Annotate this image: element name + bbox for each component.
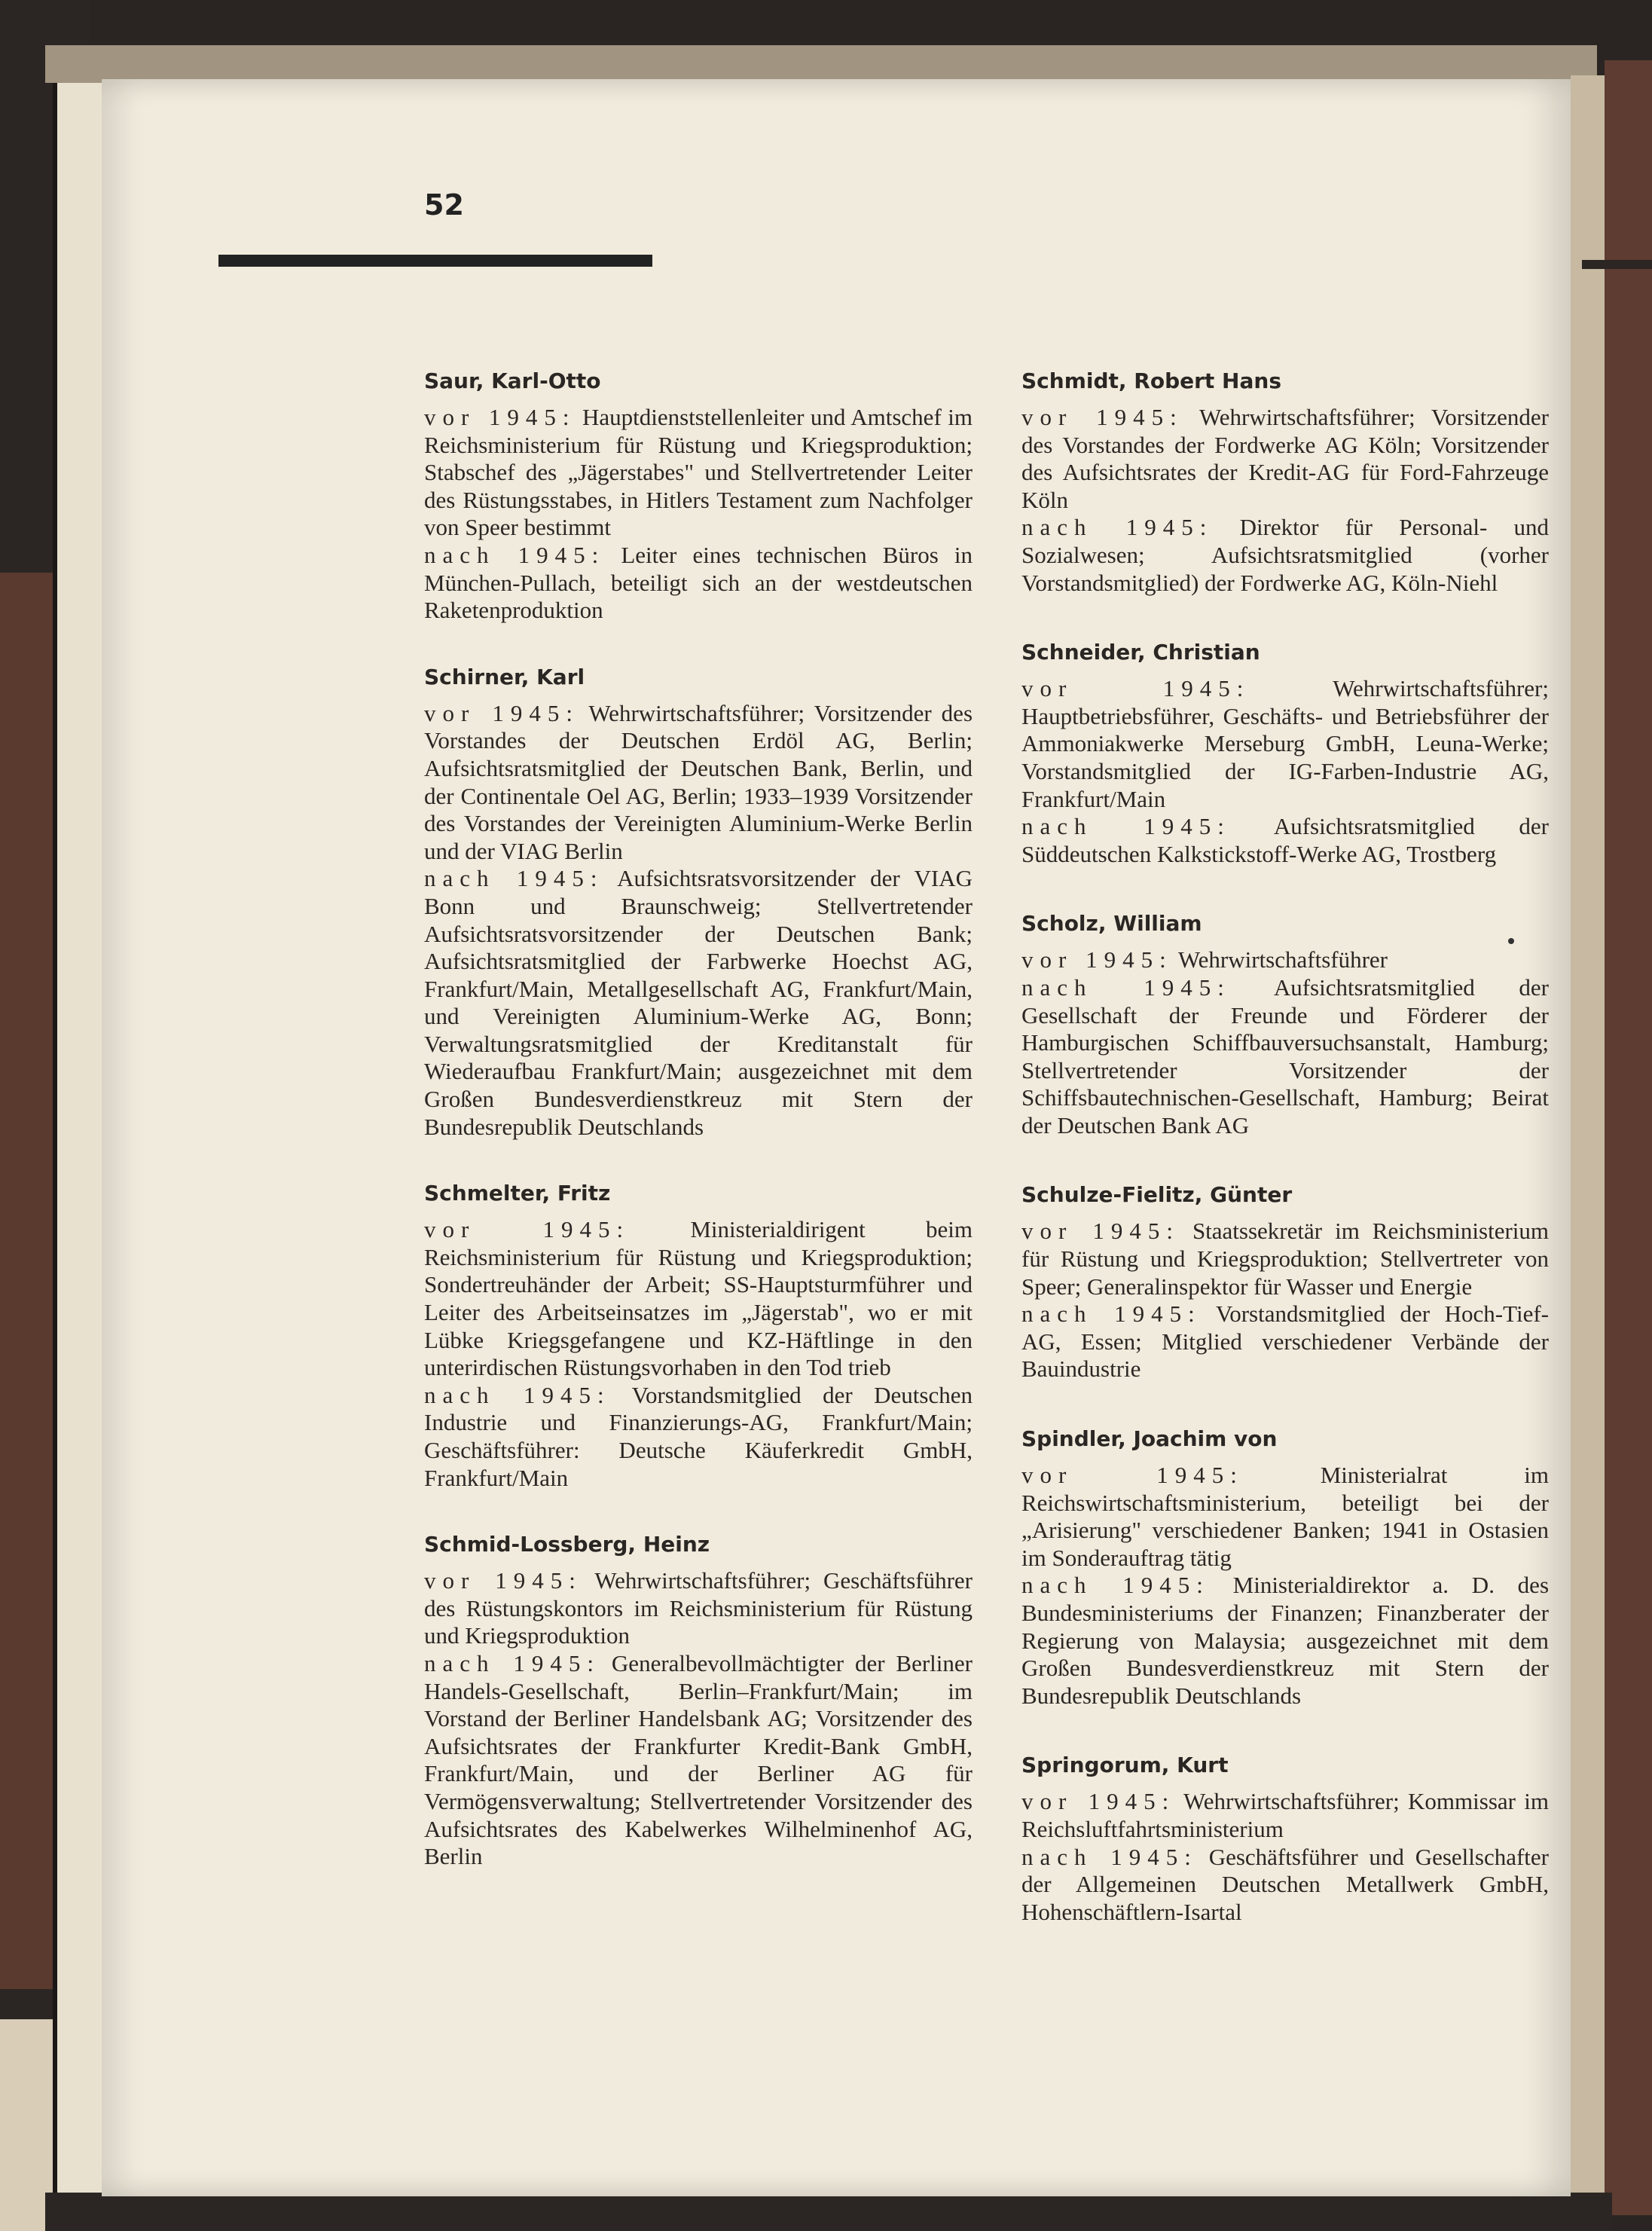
before-1945-paragraph bbox=[424, 1216, 973, 1382]
person-name: Schulze-Fielitz, Günter bbox=[1021, 1182, 1293, 1208]
before-1945-label: vor 1945: bbox=[1021, 1462, 1244, 1489]
after-1945-text: Aufsichtsratsmitglied der Süddeutschen Kalkstickstoff-Werke AG, Trostberg bbox=[1021, 813, 1549, 867]
before-1945-label: vor 1945: bbox=[424, 699, 579, 726]
biography-entry bbox=[424, 664, 973, 1141]
before-1945-text: Staatssekretär im Reichsministerium für Rüstung und Kriegsproduktion; Stellvertreter von Speer; Generalinspektor für Wasser und Energie bbox=[1021, 1218, 1550, 1300]
person-name: Springorum, Kurt bbox=[1021, 1753, 1229, 1778]
before-1945-text: Ministerialdirigent beim Reichsministerium für Rüstung und Kriegsproduktion; Sondertreuhänder der Arbeit; SS-Hauptsturmführer und Leiter des Arbeitseinsatzes im „Jägerstab", wo er mit Lübke Kriegsgefangene und KZ-Häftlinge in den unterirdischen Rüstungsvorhaben in den Tod trieb bbox=[424, 1216, 973, 1381]
after-1945-label: nach 1945: bbox=[1021, 514, 1214, 541]
before-1945-text: Ministerialrat im Reichswirtschaftsministerium, beteiligt bei der „Arisierung" verschiedener Banken; 1941 in Ostasien im Sonderauftrag tätig bbox=[1021, 1462, 1550, 1571]
after-1945-label: nach 1945: bbox=[1021, 973, 1231, 1001]
biography-entry bbox=[1021, 1752, 1549, 1926]
before-1945-label: vor 1945: bbox=[1021, 675, 1250, 702]
biography-entry bbox=[1021, 1426, 1549, 1710]
after-1945-label: nach 1945: bbox=[424, 1649, 601, 1676]
before-1945-label: vor 1945: bbox=[424, 404, 576, 430]
before-1945-text: Wehrwirtschaftsführer; Vorsitzender des Vorstandes der Deutschen Erdöl AG, Berlin; Aufsichtsratsmitglied der Deutschen Bank, Berlin, und der Continentale Oel AG, Berlin; 1933–1939 Vorsitzender des Vorstandes der Vereinigten Aluminium-Werke Berlin und der VIAG Berlin bbox=[424, 699, 973, 864]
biography-entry bbox=[424, 368, 973, 625]
before-1945-paragraph bbox=[1021, 675, 1549, 813]
person-name: Saur, Karl-Otto bbox=[424, 368, 601, 393]
before-1945-label: vor 1945: bbox=[1021, 1788, 1176, 1815]
after-1945-paragraph bbox=[1021, 813, 1549, 868]
book-cover-tab bbox=[1582, 260, 1652, 269]
after-1945-paragraph bbox=[424, 1650, 973, 1871]
person-name: Schneider, Christian bbox=[1021, 640, 1260, 665]
after-1945-text: Vorstandsmitglied der Hoch-Tief-AG, Essen; Mitglied verschiedener Verbände der Bauindustrie bbox=[1021, 1300, 1549, 1383]
after-1945-text: Ministerialdirektor a. D. des Bundesministeriums der Finanzen; Finanzberater der Regierung von Malaysia; ausgezeichnet mit dem Großen Bundesverdienstkreuz mit Stern der Bundesrepublik Deutschlands bbox=[1021, 1572, 1550, 1709]
before-1945-paragraph bbox=[424, 404, 973, 542]
before-1945-paragraph bbox=[1021, 404, 1549, 514]
biography-entry bbox=[424, 1531, 973, 1871]
before-1945-paragraph bbox=[1021, 1218, 1549, 1300]
person-name: Schmid-Lossberg, Heinz bbox=[424, 1532, 710, 1557]
after-1945-text: Leiter eines technischen Büros in München-Pullach, beteiligt sich an der westdeutschen Raketenproduktion bbox=[424, 541, 973, 624]
after-1945-text: Aufsichtsratsvorsitzender der VIAG Bonn und Braunschweig; Stellvertretender Aufsichtsratsvorsitzender der Deutschen Bank; Aufsichtsratsmitglied der Farbwerke Hoechst AG, Frankfurt/Main, Metallgesellschaft AG, Frankfurt/Main, und Vereinigten Aluminium-Werke AG, Bonn; Verwaltungsratsmitglied der Kreditanstalt für Wiederaufbau Frankfurt/Main; ausgezeichnet mit dem Großen Bundesverdienstkreuz mit Stern der Bundesrepublik Deutschlands bbox=[424, 865, 973, 1140]
header-rule bbox=[218, 255, 652, 267]
after-1945-text: Generalbevollmächtigter der Berliner Handels-Gesellschaft, Berlin–Frankfurt/Main; im Vorstand der Berliner Handelsbank AG; Vorsitzender des Aufsichtsrates der Frankfurter Kredit-Bank GmbH, Frankfurt/Main, und der Berliner AG für Vermögensverwaltung; Stellvertretender Vorsitzender des Aufsichtsrates des Kabelwerkes Wilhelminenhof AG, Berlin bbox=[424, 1649, 973, 1870]
person-name: Schmelter, Fritz bbox=[424, 1181, 611, 1206]
before-1945-paragraph bbox=[1021, 1788, 1549, 1843]
after-1945-label: nach 1945: bbox=[1021, 1843, 1198, 1870]
after-1945-paragraph bbox=[1021, 1572, 1549, 1710]
before-1945-paragraph bbox=[1021, 946, 1549, 974]
biography-entry bbox=[1021, 639, 1549, 868]
before-1945-label: vor 1945: bbox=[1021, 1218, 1180, 1245]
after-1945-paragraph bbox=[1021, 1300, 1549, 1383]
book-right-page-edges bbox=[1571, 75, 1605, 2200]
before-1945-label: vor 1945: bbox=[1021, 946, 1173, 973]
after-1945-label: nach 1945: bbox=[1021, 1572, 1210, 1599]
book-bottom-edge bbox=[45, 2193, 1612, 2231]
biography-entry bbox=[1021, 910, 1549, 1139]
book-top-edge bbox=[45, 45, 1597, 83]
before-1945-paragraph bbox=[424, 700, 973, 866]
biography-entry bbox=[1021, 368, 1549, 597]
person-name: Schmidt, Robert Hans bbox=[1021, 368, 1281, 393]
before-1945-text: Wehrwirtschaftsführer; Geschäftsführer des Rüstungskontors im Reichsministerium für Rüstung und Kriegsproduktion bbox=[424, 1567, 973, 1649]
page-number: 52 bbox=[424, 188, 464, 222]
after-1945-text: Aufsichtsratsmitglied der Gesellschaft der Freunde und Förderer der Hamburgischen Schiffbauversuchsanstalt, Hamburg; Stellvertretender Vorsitzender der Schiffsbautechnischen-Gesellschaft, Hamburg; Beirat der Deutschen Bank AG bbox=[1021, 973, 1549, 1138]
after-1945-label: nach 1945: bbox=[424, 1381, 611, 1408]
before-1945-paragraph bbox=[424, 1567, 973, 1650]
person-name: Spindler, Joachim von bbox=[1021, 1426, 1278, 1452]
book-cover-right bbox=[1605, 60, 1652, 2215]
after-1945-paragraph bbox=[1021, 514, 1549, 597]
after-1945-paragraph bbox=[1021, 974, 1549, 1140]
after-1945-text: Geschäftsführer und Gesellschafter der Allgemeinen Deutschen Metallwerk GmbH, Hohenschäftlern-Isartal bbox=[1021, 1843, 1549, 1925]
before-1945-label: vor 1945: bbox=[424, 1216, 631, 1243]
left-column bbox=[424, 368, 973, 1910]
person-name: Scholz, William bbox=[1021, 911, 1202, 937]
after-1945-paragraph bbox=[1021, 1844, 1549, 1927]
after-1945-label: nach 1945: bbox=[1021, 1300, 1202, 1328]
after-1945-paragraph bbox=[424, 1382, 973, 1492]
right-column bbox=[1021, 368, 1549, 1968]
before-1945-text: Wehrwirtschaftsführer; Hauptbetriebsführer, Geschäfts- und Betriebsführer der Ammoniakwerke Merseburg GmbH, Leuna-Werke; Vorstandsmitglied der IG-Farben-Industrie AG, Frankfurt/Main bbox=[1021, 675, 1549, 812]
before-1945-label: vor 1945: bbox=[1021, 404, 1183, 430]
before-1945-text: Wehrwirtschaftsführer; Vorsitzender des Vorstandes der Fordwerke AG Köln; Vorsitzender des Aufsichtsrates der Kredit-AG für Ford-Fahrzeuge Köln bbox=[1021, 404, 1549, 513]
after-1945-paragraph bbox=[424, 865, 973, 1141]
after-1945-label: nach 1945: bbox=[1021, 813, 1231, 840]
biography-entry bbox=[1021, 1181, 1549, 1383]
after-1945-paragraph bbox=[424, 542, 973, 625]
before-1945-text: Wehrwirtschaftsführer; Kommissar im Reichsluftfahrtsministerium bbox=[1021, 1788, 1549, 1842]
after-1945-label: nach 1945: bbox=[424, 865, 604, 892]
before-1945-text: Hauptdienststellenleiter und Amtschef im Reichsministerium für Rüstung und Kriegsproduktion; Stabschef des „Jägerstabes" und Stellvertretender Leiter des Rüstungsstabes, in Hitlers Testament zum Nachfolger von Speer bestimmt bbox=[424, 404, 973, 541]
after-1945-label: nach 1945: bbox=[424, 541, 606, 568]
before-1945-text: Wehrwirtschaftsführer bbox=[1177, 946, 1388, 973]
before-1945-label: vor 1945: bbox=[424, 1567, 582, 1594]
after-1945-text: Direktor für Personal- und Sozialwesen; Aufsichtsratsmitglied (vorher Vorstandsmitglied) der Fordwerke AG, Köln-Niehl bbox=[1021, 514, 1550, 596]
biography-entry bbox=[424, 1180, 973, 1492]
before-1945-paragraph bbox=[1021, 1462, 1549, 1572]
after-1945-text: Vorstandsmitglied der Deutschen Industrie und Finanzierungs-AG, Frankfurt/Main; Geschäftsführer: Deutsche Käuferkredit GmbH, Frankfurt/Main bbox=[424, 1381, 973, 1491]
person-name: Schirner, Karl bbox=[424, 664, 585, 689]
